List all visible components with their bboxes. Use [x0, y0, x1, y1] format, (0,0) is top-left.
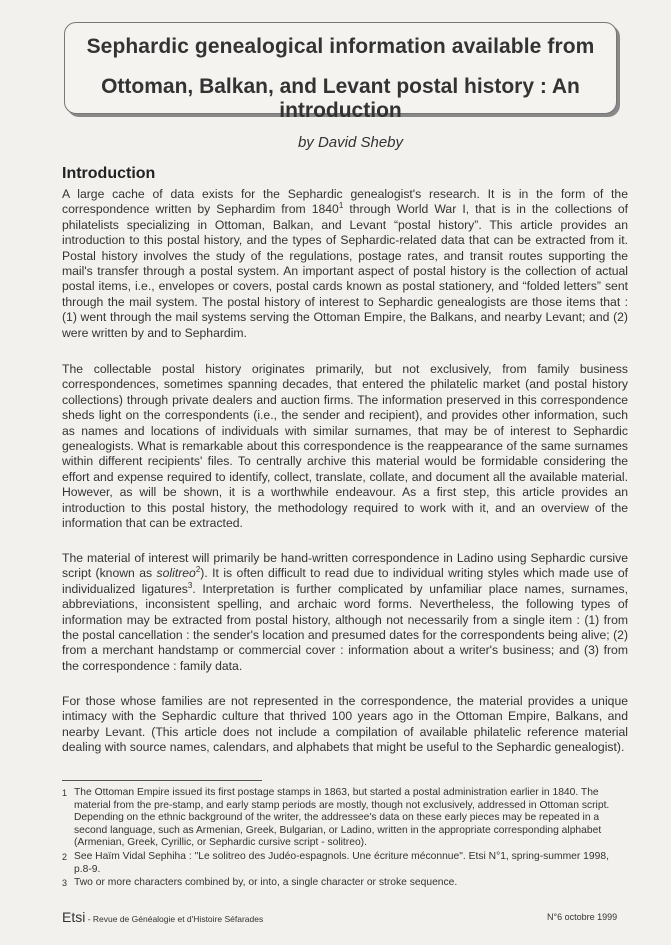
title-line-1: Sephardic genealogical information available from — [86, 35, 595, 58]
footer-issue: N°6 octobre 1999 — [547, 912, 618, 922]
footnote-divider — [62, 780, 262, 781]
paragraph-3-text-a: The material of interest will primarily be hand-written correspondence in Ladino using Sephardic cursive script (known as — [62, 551, 628, 581]
footnote-ref-1: 1 — [338, 201, 344, 211]
title-line-2: Ottoman, Balkan, and Levant postal history : An introduction — [101, 75, 580, 122]
paragraph-4: For those whose families are not represented in the correspondence, the material provides a unique intimacy with the Sephardic culture that thrived 100 years ago in the Ottoman Empire, Balkans, and nearby Levant. (This article does not include a compilation of available philatelic reference material dealing with source names, calendars, and alphabets that might be useful to the Sephardic genealogist). — [62, 694, 628, 755]
author-byline: by David Sheby — [297, 134, 404, 151]
footer-publication — [62, 909, 263, 927]
footnote-ref-2: 2 — [195, 565, 201, 575]
footnote-2-text: See Haïm Vidal Sephiha : "Le solitreo des Judéo-espagnols. Une écriture méconnue". Etsi N°1, spring-summer 1998, p.8-9. — [74, 851, 609, 875]
footnote-3 — [62, 877, 628, 890]
footer-brand: Etsi — [62, 909, 86, 925]
footnote-ref-3: 3 — [187, 580, 193, 590]
footnote-3-number: 3 — [62, 878, 68, 888]
footer-subtitle: - Revue de Généalogie et d'Histoire Séfarades — [85, 914, 264, 924]
footnote-3-text: Two or more characters combined by, or into, a single character or stroke sequence. — [74, 877, 458, 888]
footnote-1 — [62, 787, 628, 850]
solitreo-term: solitreo — [156, 566, 196, 581]
section-heading: Introduction — [62, 165, 156, 182]
footnote-2 — [62, 851, 628, 876]
footnote-1-text: The Ottoman Empire issued its first postage stamps in 1863, but started a postal administration earlier in 1840. The material from the pre-stamp, and early stamp periods are mostly, though not exclusively, addressed in Ottoman script. Depending on the ethnic background of the writer, the addressee's data on these early pieces may be repeated in a second language, such as Armenian, Greek, Bulgarian, or Ladino, written in the appropriate corresponding alphabet (Armenian, Greek, Cyrillic, or Sephardic cursive script - solitreo). — [74, 787, 610, 849]
paragraph-1 — [62, 187, 628, 341]
paragraph-3-text-b: ). It is often difficult to read due to individual writing styles which made use of individualized ligatures — [62, 566, 629, 596]
paragraph-1-text-a: A large cache of data exists for the Sephardic genealogist's research. It is in the form of the correspondence written by Sephardim from 1840 — [62, 187, 628, 217]
footnote-2-number: 2 — [62, 852, 68, 862]
footnote-1-number: 1 — [62, 788, 68, 798]
paragraph-1-text-b: through World War I, that is in the collections of philatelists specializing in Ottoman, Balkan, and Levant “postal history”. This article provides an introduction to this postal history, and the types of Sephardic-related data that can be extracted from it. Postal history involves the study of the regulations, postage rates, and transit routes supporting the mail's transfer through a postal system. An important aspect of postal history is the collection of actual postal items, i.e., envelopes or covers, postal cards known as postal stationery, and “folded letters” sent through the mail system. The postal history of interest to Sephardic genealogists are those items that : (1) went through the mail systems serving the Ottoman Empire, the Balkans, and nearby Levant; and (2) were written by and to Sephardim. — [62, 202, 628, 340]
paragraph-3 — [62, 551, 628, 674]
paragraph-3-text-c: . Interpretation is further complicated by unfamiliar place names, surnames, abbreviations, inconsistent spelling, and archaic word forms. Nevertheless, the following types of information may be extracted from postal history, although not necessarily from a single item : (1) from the postal cancellation : the sender's location and presumed dates for the correspondents being alive; (2) from a merchant handstamp or commercial cover : information about a writer's business; and (3) from the correspondence : family data. — [62, 581, 629, 673]
paragraph-2: The collectable postal history originates primarily, but not exclusively, from family business correspondences, sometimes spanning decades, that entered the philatelic market (and postal history collections) through private dealers and auction firms. The information preserved in this correspondence sheds light on the correspondents (i.e., the sender and recipient), and provides other information, such as names and locations of individuals with similar surnames, that may be of interest to Sephardic genealogists. What is remarkable about this correspondence is the reappearance of the same surnames within different recipients' files. To centrally archive this material would be formidable considering the effort and expense required to identify, collect, translate, collate, and document all the available material. However, as will be shown, it is a worthwhile endeavour. As a first step, this article provides an introduction to this postal history, the methodology required to work with it, and an overview of the information that can be extracted. — [62, 362, 628, 531]
title-box — [64, 22, 617, 122]
